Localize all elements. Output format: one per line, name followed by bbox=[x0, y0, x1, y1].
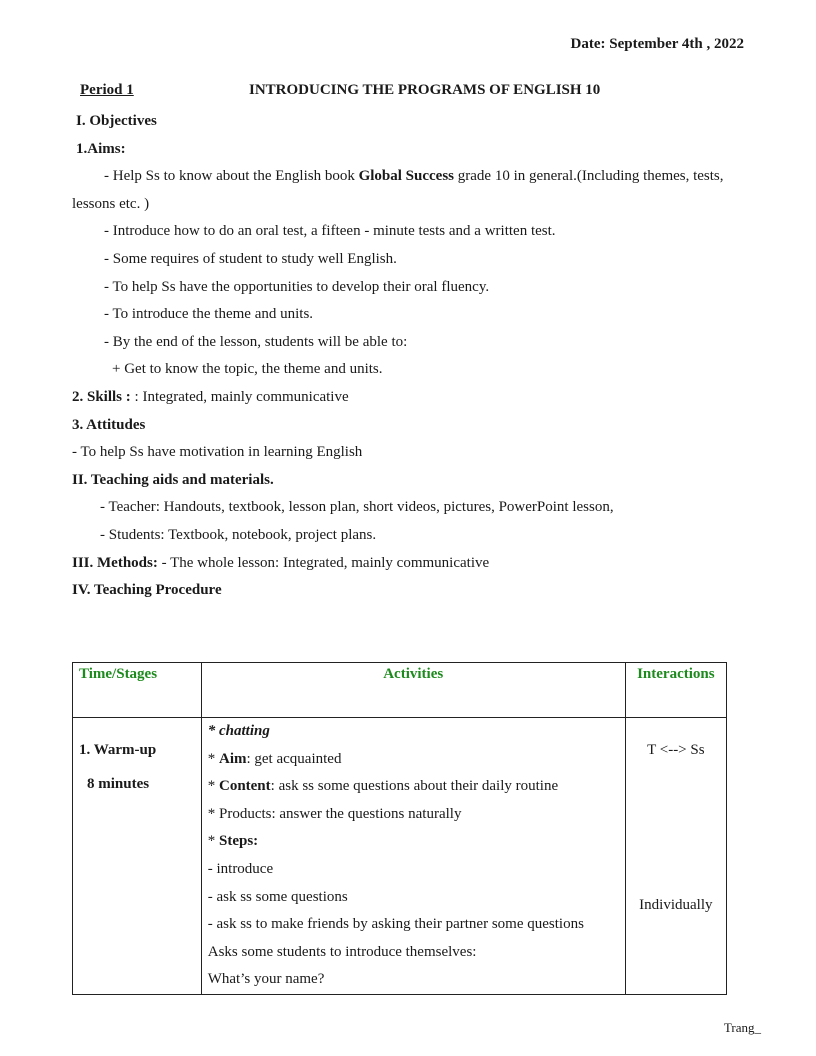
procedure-table bbox=[72, 662, 727, 995]
activity-products: * Products: answer the questions naturally bbox=[207, 805, 462, 822]
header-activities bbox=[201, 663, 625, 718]
content-text: : ask ss some questions about their daily routine bbox=[270, 778, 559, 795]
skills-text: : Integrated, mainly communicative bbox=[134, 388, 349, 405]
stage-cell bbox=[73, 718, 202, 995]
methods-text: - The whole lesson: Integrated, mainly communicative bbox=[161, 554, 490, 571]
header-activities-text: Activities bbox=[383, 666, 444, 682]
teaching-aids-heading: II. Teaching aids and materials. bbox=[72, 471, 274, 488]
table-header-row bbox=[73, 663, 727, 718]
step-item: - ask ss to make friends by asking their partner some questions bbox=[207, 916, 584, 933]
stage-time: 8 minutes bbox=[87, 776, 150, 792]
interaction-mode: T <--> Ss bbox=[647, 742, 705, 758]
page-footer: Trang_ bbox=[723, 1020, 761, 1035]
step-item: Asks some students to introduce themselves: bbox=[207, 943, 477, 960]
period-title-line bbox=[80, 82, 740, 99]
skills-line bbox=[72, 384, 766, 412]
attitudes-text: - To help Ss have motivation in learning English bbox=[72, 444, 363, 461]
methods-label: III. Methods: bbox=[72, 554, 162, 571]
attitudes-heading: 3. Attitudes bbox=[72, 416, 146, 433]
header-stages bbox=[73, 663, 202, 718]
student-materials: - Students: Textbook, notebook, project plans. bbox=[100, 526, 377, 543]
activity-aim bbox=[202, 746, 625, 774]
aim-item-1 bbox=[72, 163, 766, 218]
aim-item-6: - By the end of the lesson, students will be able to: bbox=[104, 333, 408, 350]
step-item: - ask ss some questions bbox=[207, 888, 348, 905]
interactions-cell bbox=[625, 718, 726, 995]
objectives-heading: I. Objectives bbox=[76, 113, 157, 129]
aims-heading: 1.Aims: bbox=[76, 140, 126, 157]
interaction-mode: Individually bbox=[639, 897, 713, 913]
aim-label: Aim bbox=[218, 750, 247, 767]
header-stages-text: Time/Stages bbox=[79, 666, 158, 682]
activity-content bbox=[202, 773, 625, 801]
content-bullet: * bbox=[207, 778, 219, 795]
aim-item-3: - Some requires of student to study well English. bbox=[104, 250, 397, 267]
lesson-date: Date: September 4th , 2022 bbox=[570, 36, 744, 52]
stage-name: 1. Warm-up bbox=[79, 742, 157, 758]
aim-bullet: * bbox=[207, 750, 219, 767]
activities-cell bbox=[201, 718, 625, 995]
table-row bbox=[73, 718, 727, 995]
aim-subitem: + Get to know the topic, the theme and units. bbox=[112, 361, 383, 378]
book-name: Global Success bbox=[358, 168, 455, 185]
steps-bullet: * bbox=[207, 833, 219, 850]
lesson-title: INTRODUCING THE PROGRAMS OF ENGLISH 10 bbox=[249, 82, 601, 98]
methods-line bbox=[72, 550, 766, 578]
step-item: What’s your name? bbox=[207, 971, 325, 988]
steps-label: Steps: bbox=[218, 833, 259, 850]
period-label: Period 1 bbox=[80, 82, 134, 98]
aim-item-1-pre: - Help Ss to know about the English book bbox=[104, 168, 359, 185]
step-item: - introduce bbox=[207, 860, 274, 877]
teacher-materials: - Teacher: Handouts, textbook, lesson plan, short videos, pictures, PowerPoint lesson, bbox=[100, 499, 614, 516]
aim-text: : get acquainted bbox=[246, 750, 342, 767]
activity-chatting: * chatting bbox=[207, 723, 270, 739]
aim-item-5: - To introduce the theme and units. bbox=[104, 306, 314, 323]
content-label: Content bbox=[218, 778, 271, 795]
aim-item-2: - Introduce how to do an oral test, a fifteen - minute tests and a written test. bbox=[104, 223, 556, 240]
skills-label: 2. Skills : bbox=[72, 388, 135, 405]
aim-item-1-post: grade 10 in general.(Including themes, tests, lessons etc. ) bbox=[72, 168, 724, 212]
header-interactions-text: Interactions bbox=[637, 666, 715, 682]
header-interactions bbox=[625, 663, 726, 718]
aim-item-4: - To help Ss have the opportunities to develop their oral fluency. bbox=[104, 278, 490, 295]
procedure-heading: IV. Teaching Procedure bbox=[72, 582, 222, 599]
activity-steps bbox=[202, 828, 625, 856]
lesson-body bbox=[72, 108, 766, 605]
